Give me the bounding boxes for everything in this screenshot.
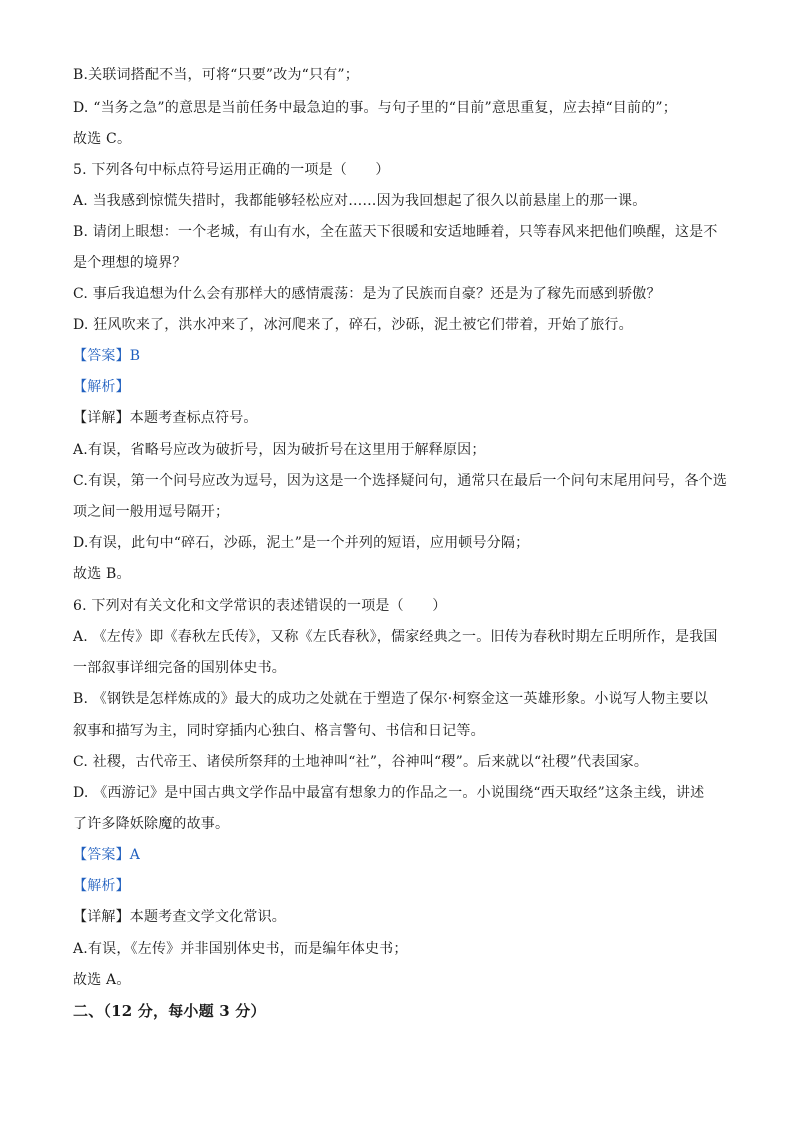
question-5-option-b: B. 请闭上眼想：一个老城，有山有水，全在蓝天下很暖和安适地睡着，只等春风来把他们唤醒，这是不 [73,224,718,240]
analysis-label: 【解析】 [73,878,130,894]
answer-label: 【答案】A [73,847,141,863]
question-6-option-b-cont: 叙事和描写为主，同时穿插内心独白、格言警句、书信和日记等。 [73,723,485,739]
text-line: D. “当务之急”的意思是当前任务中最急迫的事。与句子里的“目前”意思重复，应去掉“目前的”； [73,100,677,116]
question-5-option-b-cont: 是个理想的境界？ [73,255,187,271]
detail-line: 【详解】本题考查标点符号。 [73,410,258,426]
question-6-option-d: D. 《西游记》是中国古典文学作品中最富有想象力的作品之一。小说围绕“西天取经”这条主线，讲述 [73,785,705,801]
question-6-option-a-cont: 一部叙事详细完备的国别体史书。 [73,660,286,676]
text-line: 项之间一般用逗号隔开； [73,504,230,520]
question-6-option-a: A. 《左传》即《春秋左氏传》，又称《左氏春秋》，儒家经典之一。旧传为春秋时期左丘明所作，是我国 [73,629,718,645]
text-line: 故选 C。 [73,131,132,147]
question-6-option-c: C. 社稷，古代帝王、诸侯所祭拜的土地神叫“社”，谷神叫“稷”。后来就以“社稷”代表国家。 [73,754,649,770]
section-heading: 二、（12 分，每小题 3 分） [73,1002,266,1020]
question-6-stem: 6. 下列对有关文化和文学常识的表述错误的一项是（ ） [73,598,447,614]
text-line: D.有误，此句中“碎石，沙砾，泥土”是一个并列的短语，应用顿号分隔； [73,535,530,551]
question-6-option-d-cont: 了许多降妖除魔的故事。 [73,816,230,832]
detail-line: 【详解】本题考查文学文化常识。 [73,909,286,925]
question-5-stem: 5. 下列各句中标点符号运用正确的一项是（ ） [73,162,390,178]
text-line: C.有误，第一个问号应改为逗号，因为这是一个选择疑问句，通常只在最后一个问句末尾用问号，各个选 [73,473,728,489]
text-line: A.有误，省略号应改为破折号，因为破折号在这里用于解释原因； [73,442,486,458]
question-5-option-d: D. 狂风吹来了，洪水冲来了，冰河爬来了，碎石，沙砾，泥土被它们带着，开始了旅行。 [73,317,633,333]
text-line: B.关联词搭配不当，可将“只要”改为“只有”； [73,67,359,83]
question-5-option-a: A. 当我感到惊慌失措时，我都能够轻松应对……因为我回想起了很久以前悬崖上的那一课。 [73,193,647,209]
text-line: 故选 B。 [73,566,131,582]
question-6-option-b: B. 《钢铁是怎样炼成的》最大的成功之处就在于塑造了保尔·柯察金这一英雄形象。小说写人物主要以 [73,691,709,707]
text-line: A.有误，《左传》并非国别体史书，而是编年体史书； [73,941,408,957]
analysis-label: 【解析】 [73,379,130,395]
text-line: 故选 A。 [73,972,131,988]
question-5-option-c: C. 事后我追想为什么会有那样大的感情震荡：是为了民族而自豪？还是为了稼先而感到骄傲？ [73,286,661,302]
answer-label: 【答案】B [73,348,141,364]
